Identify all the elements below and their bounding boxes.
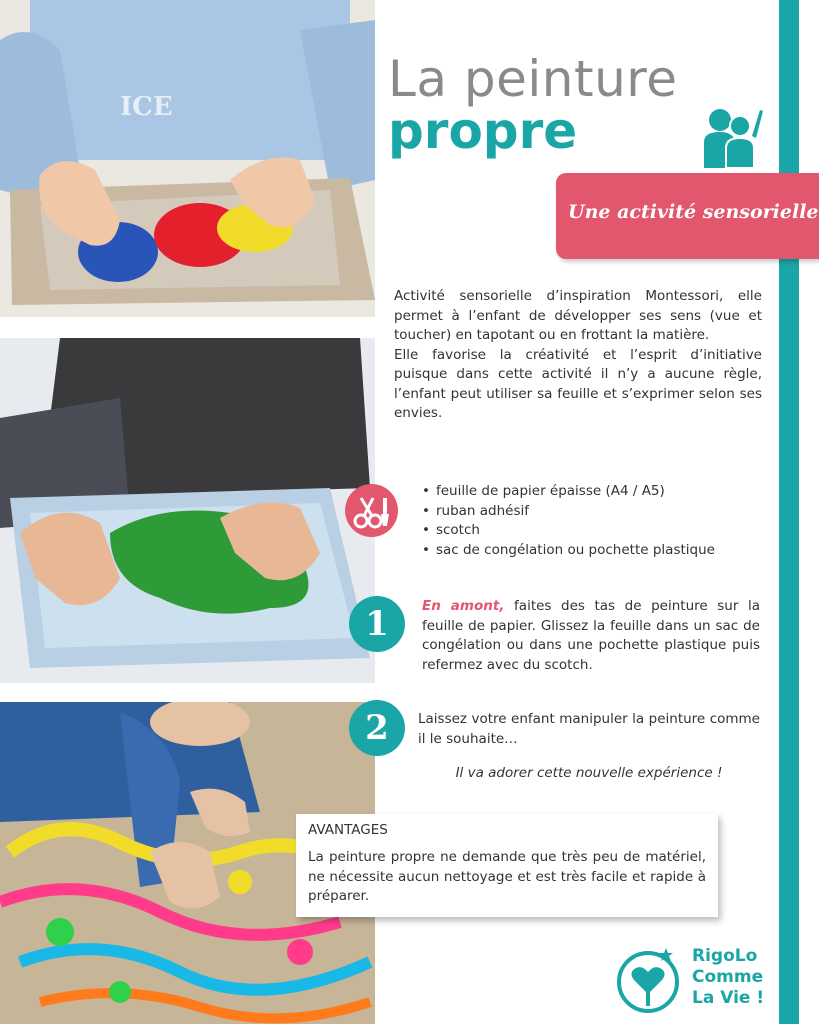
subtitle-banner bbox=[556, 173, 819, 259]
step-2-text: Laissez votre enfant manipuler la peinture comme il le souhaite… bbox=[418, 711, 760, 747]
advantages-box bbox=[296, 814, 718, 917]
logo-line-2: Comme bbox=[692, 967, 764, 987]
people-icon bbox=[700, 106, 764, 170]
material-item: • sac de congélation ou pochette plastique bbox=[422, 541, 715, 561]
step-1-number: 1 bbox=[349, 596, 405, 652]
intro-paragraph-2: Elle favorise la créativité et l’esprit d’initiative puisque dans cette activité il n’y a aucune règle, l’enfant peut utiliser sa feuille et s’exprimer selon ses envies. bbox=[394, 346, 762, 421]
brand-logo-text bbox=[692, 946, 764, 1009]
step-2-number: 2 bbox=[349, 700, 405, 756]
scissors-icon bbox=[345, 484, 398, 537]
step-1-text bbox=[422, 597, 760, 675]
logo-line-1: RigoLo bbox=[692, 946, 758, 966]
material-item: • ruban adhésif bbox=[422, 502, 715, 522]
photo-child-hands-green-paint bbox=[0, 338, 375, 683]
tagline: Il va adorer cette nouvelle expérience ! bbox=[455, 765, 723, 781]
title-line-1: La peinture bbox=[388, 50, 678, 108]
intro-paragraph-1: Activité sensorielle d’inspiration Montessori, elle permet à l’enfant de développer ses sens (vue et toucher) en tapotant ou en frottant la matière. bbox=[394, 288, 762, 343]
decorative-teal-bar bbox=[779, 0, 799, 1024]
logo-line-3: La Vie ! bbox=[692, 988, 765, 1008]
material-item: • scotch bbox=[422, 521, 715, 541]
step-1-emphasis: En amont, bbox=[422, 598, 505, 614]
shirt-print-text: ICE bbox=[120, 92, 173, 122]
subtitle-text: Une activité sensorielle bbox=[568, 201, 819, 223]
photo-child-hands-primary-colors bbox=[0, 0, 375, 317]
intro-text bbox=[394, 287, 762, 424]
material-item: • feuille de papier épaisse (A4 / A5) bbox=[422, 482, 715, 502]
step-1-body: faites des tas de peinture sur la feuille de papier. Glissez la feuille dans un sac de congélation ou dans une pochette plastique puis refermez avec du scotch. bbox=[422, 598, 760, 673]
title-line-2: propre bbox=[388, 102, 578, 160]
heart-tree-logo-icon bbox=[614, 944, 684, 1014]
advantages-text: La peinture propre ne demande que très peu de matériel, ne nécessite aucun nettoyage et est très facile et rapide à préparer. bbox=[308, 849, 706, 904]
advantages-title: AVANTAGES bbox=[308, 822, 388, 838]
materials-list bbox=[422, 482, 715, 560]
